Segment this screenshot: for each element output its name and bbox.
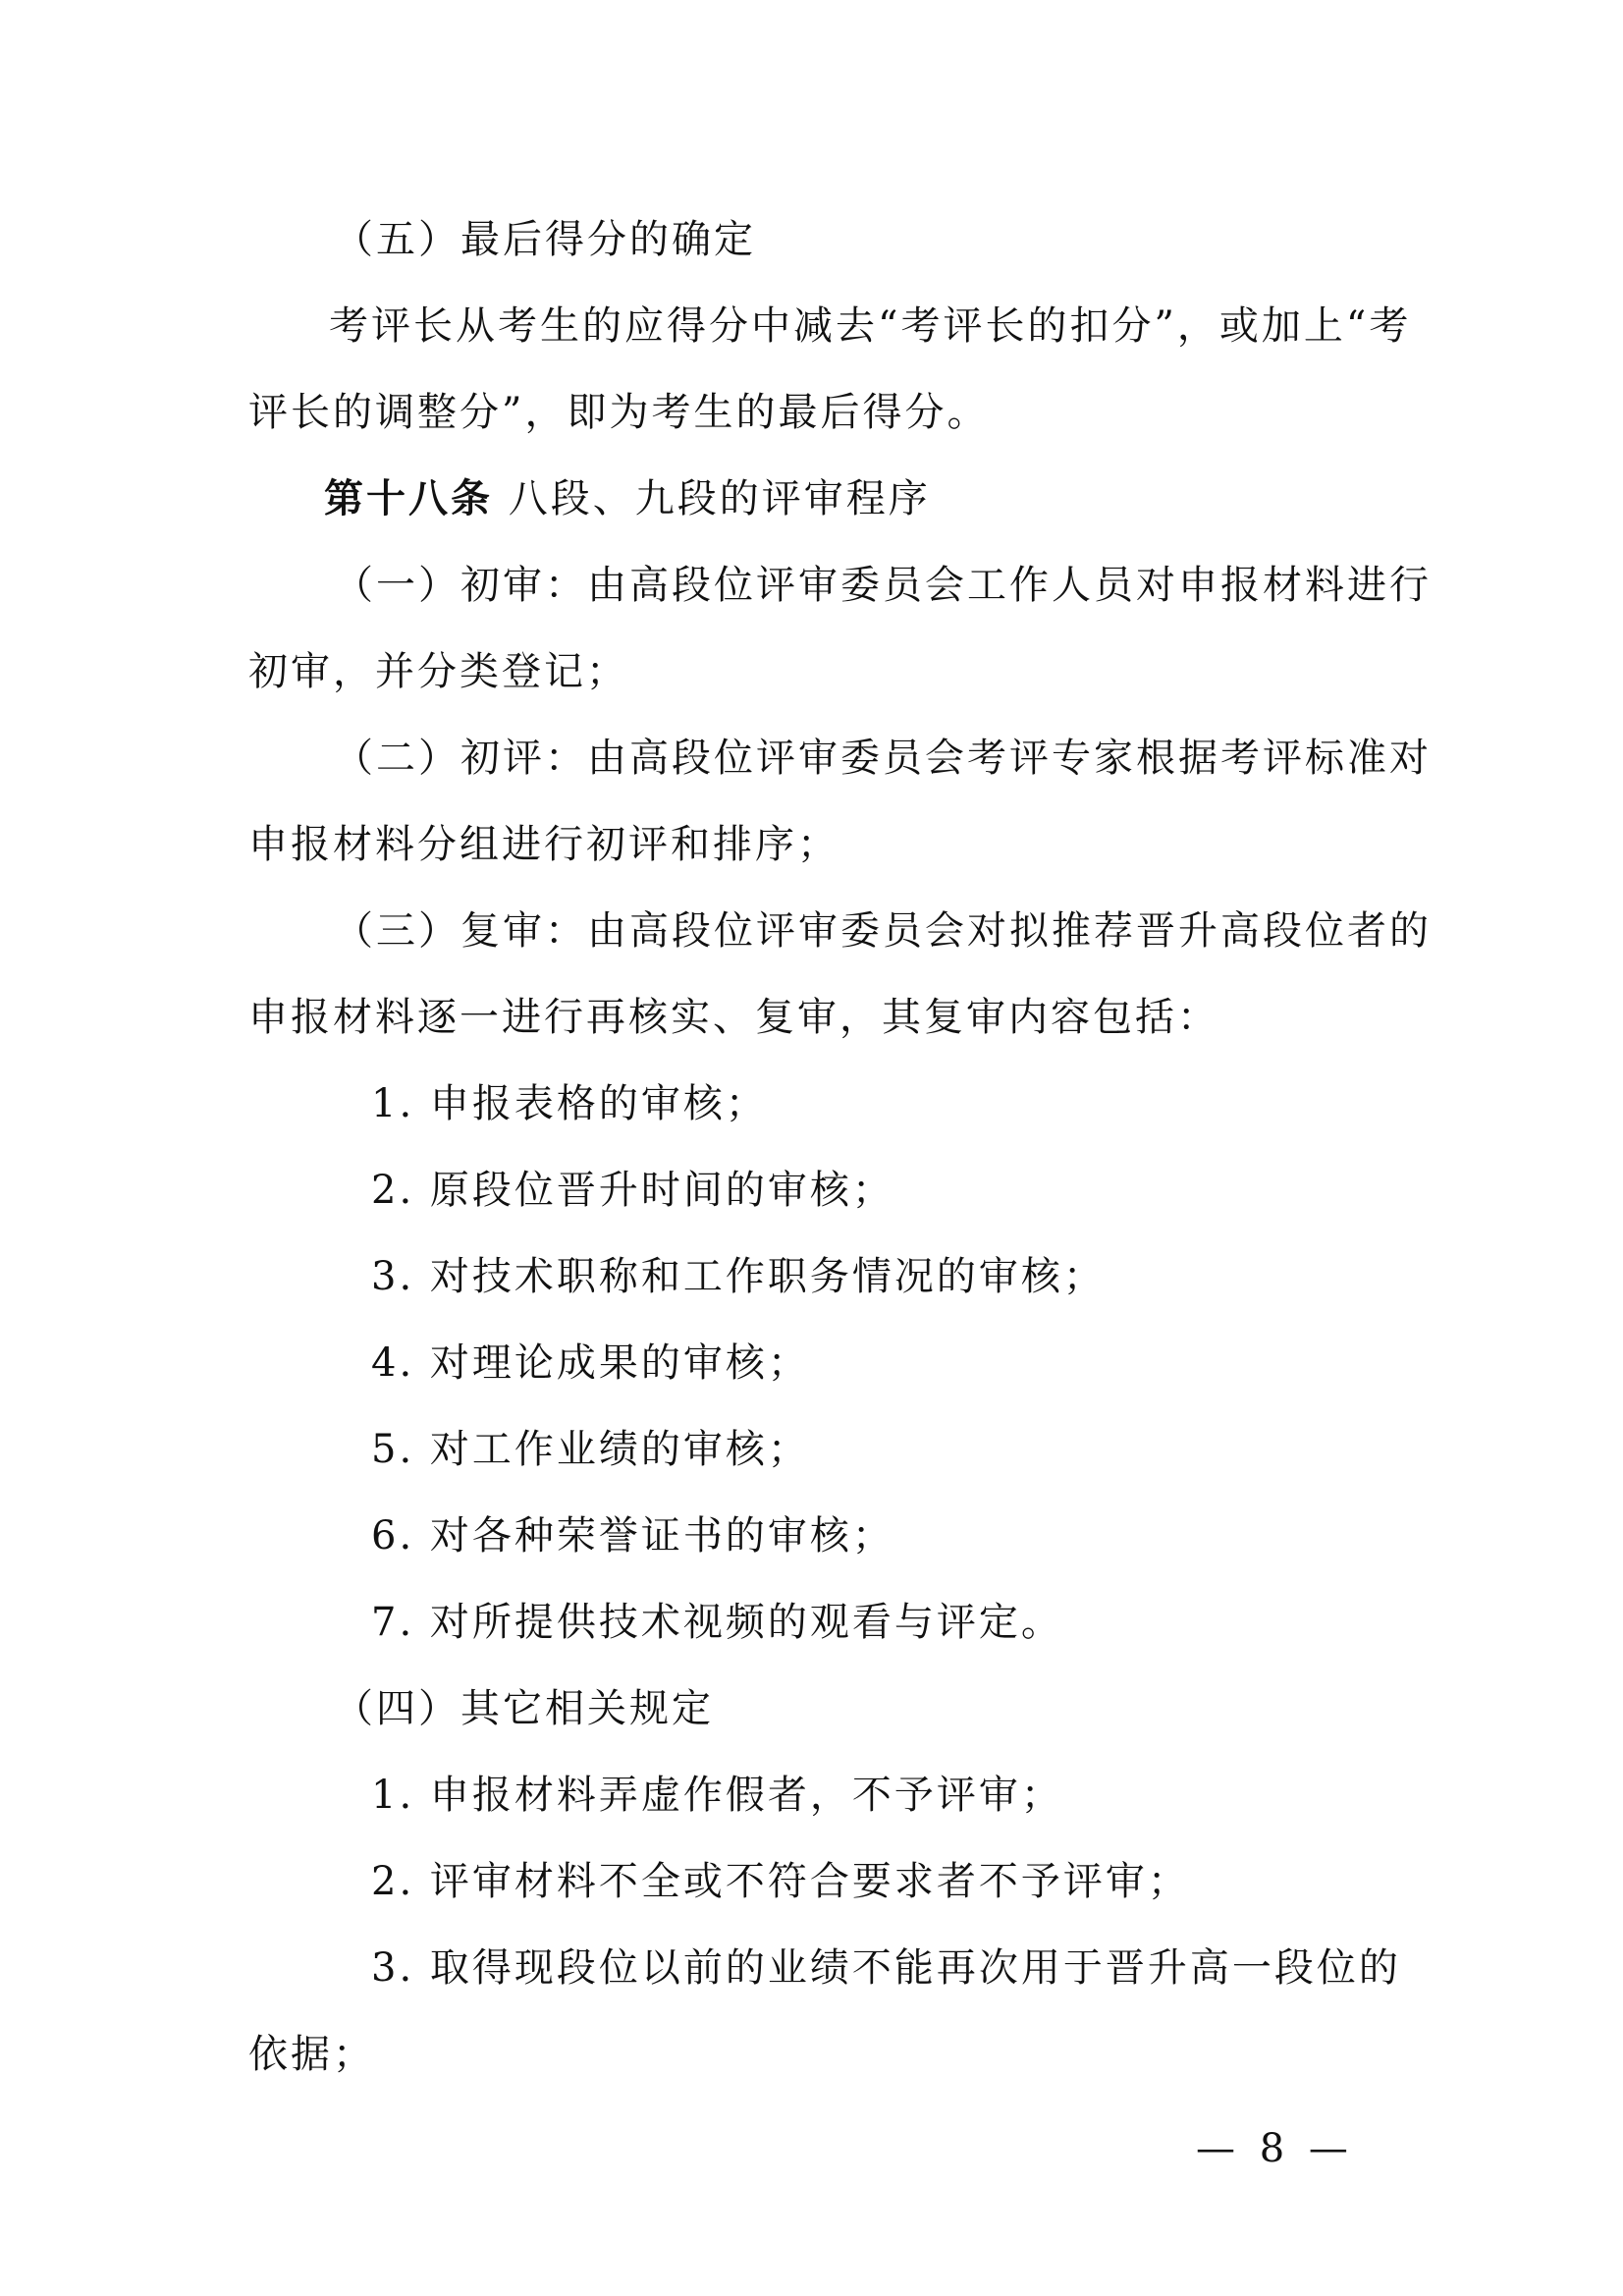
list-item: 4. 对理论成果的审核；	[371, 1340, 810, 1386]
paragraph-line: （二）初评：由高段位评审委员会考评专家根据考评标准对	[334, 736, 1432, 781]
list-item: 5. 对工作业绩的审核；	[371, 1427, 810, 1472]
list-item: 3. 取得现段位以前的业绩不能再次用于晋升高一段位的	[371, 1945, 1401, 1991]
list-item: 1. 申报材料弄虚作假者，不予评审；	[371, 1773, 1063, 1818]
paragraph-line: 考评长从考生的应得分中减去“考评长的扣分”，或加上“考	[329, 303, 1412, 349]
paragraph-line: （一）初审：由高段位评审委员会工作人员对申报材料进行	[334, 563, 1432, 608]
page-number: — 8 —	[1196, 2126, 1354, 2171]
paragraph-line: 评长的调整分”，即为考生的最后得分。	[248, 390, 990, 435]
section-heading-four: （四）其它相关规定	[334, 1686, 714, 1731]
list-item: 6. 对各种荣誉证书的审核；	[371, 1513, 894, 1558]
list-item: 1. 申报表格的审核；	[371, 1081, 768, 1126]
paragraph-line: 初审，并分类登记；	[248, 649, 628, 694]
list-item: 3. 对技术职称和工作职务情况的审核；	[371, 1254, 1106, 1299]
list-item: 7. 对所提供技术视频的观看与评定。	[371, 1600, 1063, 1645]
list-item: 2. 评审材料不全或不符合要求者不予评审；	[371, 1859, 1190, 1904]
article-title: 八段、九段的评审程序	[493, 476, 931, 521]
article-number: 第十八条	[324, 475, 493, 521]
article-heading	[324, 469, 931, 528]
paragraph-line: 申报材料逐一进行再核实、复审，其复审内容包括：	[248, 995, 1219, 1040]
paragraph-line: 申报材料分组进行初评和排序；	[248, 822, 839, 867]
paragraph-line: 依据；	[248, 2032, 375, 2077]
section-heading-five: （五）最后得分的确定	[334, 217, 756, 262]
list-item: 2. 原段位晋升时间的审核；	[371, 1168, 894, 1213]
paragraph-line: （三）复审：由高段位评审委员会对拟推荐晋升高段位者的	[334, 908, 1432, 954]
